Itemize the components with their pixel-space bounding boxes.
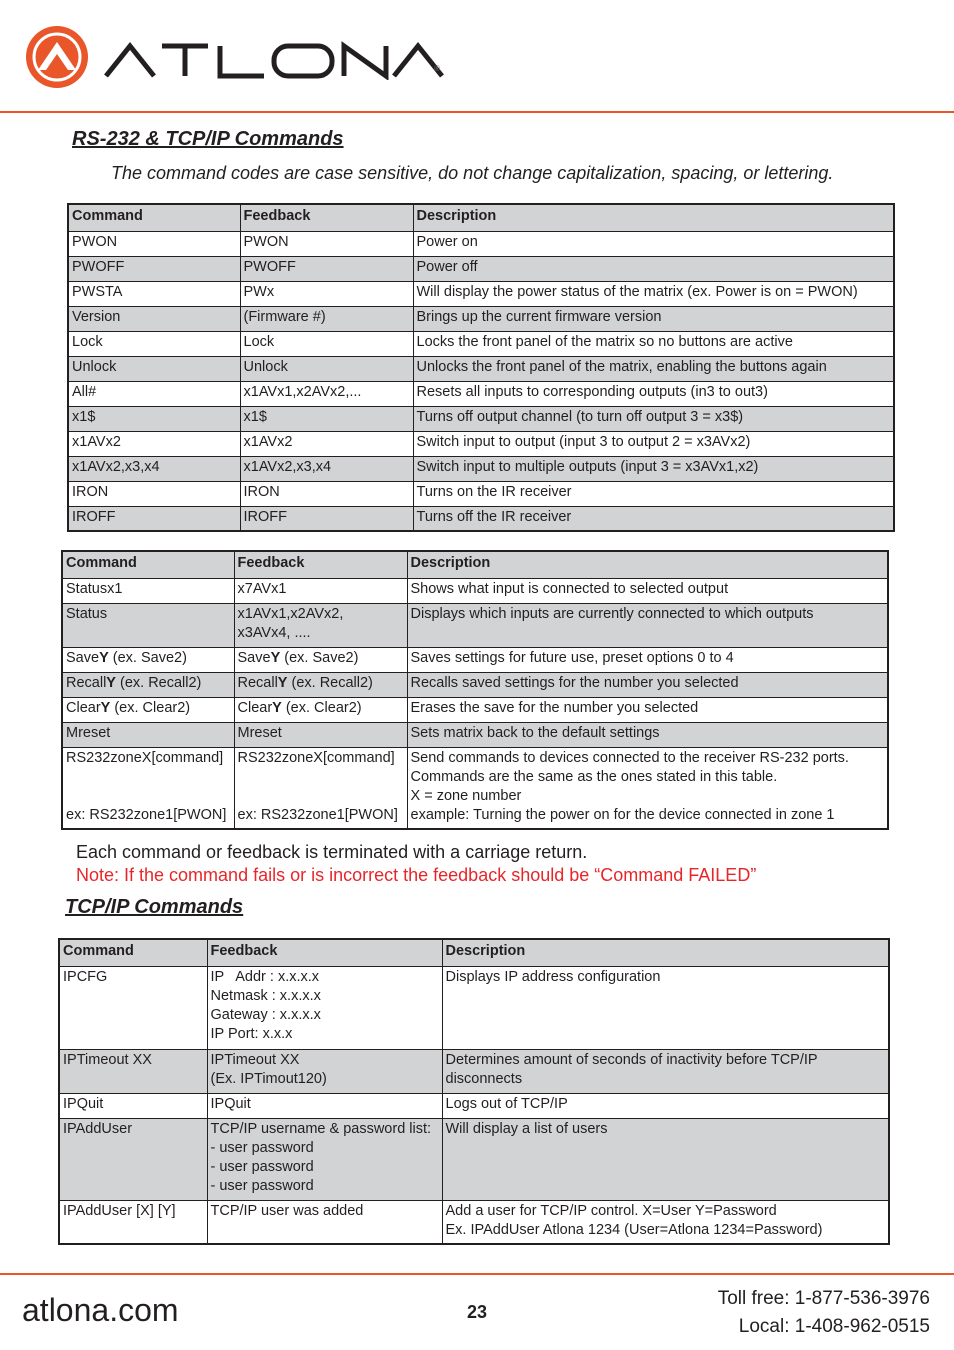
desc-line: Ex. IPAddUser Atlona 1234 (User=Atlona 1234=Password): [445, 1221, 823, 1238]
cell-description: Sets matrix back to the default settings: [407, 722, 888, 747]
cell-command: IPQuit: [59, 1093, 207, 1118]
cell-description: Will display a list of users: [442, 1118, 889, 1200]
desc-line: Send commands to devices connected to the receiver RS-232 ports.: [410, 749, 849, 766]
feedback-line: Gateway : x.x.x.x: [210, 1006, 321, 1023]
tcpip-command-table: [58, 938, 890, 1245]
cmd-bold: Y: [99, 649, 109, 666]
cell-feedback: Lock: [240, 331, 413, 356]
cell-description: Recalls saved settings for the number you selected: [407, 672, 888, 697]
table-row: [68, 381, 894, 406]
table-header-row: [59, 939, 889, 966]
cell-description: [442, 1200, 889, 1244]
cell-command: [62, 697, 234, 722]
rs232-command-table-2: [61, 550, 889, 830]
cell-feedback: [207, 1049, 442, 1093]
fb-bold: Y: [272, 699, 282, 716]
cell-feedback: IPQuit: [207, 1093, 442, 1118]
case-sensitive-note: The command codes are case sensitive, do not change capitalization, spacing, or lettering.: [111, 163, 834, 183]
table-row: [68, 281, 894, 306]
table-row: [68, 231, 894, 256]
table-header-row: [62, 551, 888, 578]
cmd-bold: Y: [100, 699, 111, 716]
cell-command: [62, 647, 234, 672]
cell-description: Erases the save for the number you selected: [407, 697, 888, 722]
desc-line: Add a user for TCP/IP control. X=User Y=Password: [445, 1202, 777, 1219]
table-row: [62, 672, 888, 697]
section-title-rs232: RS-232 & TCP/IP Commands: [72, 128, 344, 150]
feedback-line: (Ex. IPTimout120): [210, 1070, 327, 1087]
cmd-text: Recall: [66, 674, 107, 691]
fb-example: (ex. Save2): [280, 649, 359, 666]
cell-command: PWOFF: [68, 256, 240, 281]
cmd-syntax: RS232zoneX[command]: [66, 749, 224, 766]
header-command: Command: [68, 204, 240, 231]
table-row: [68, 431, 894, 456]
feedback-line: - user password: [210, 1158, 314, 1175]
feedback-line: TCP/IP username & password list:: [210, 1120, 432, 1137]
cell-feedback: [207, 1118, 442, 1200]
table-row: [62, 697, 888, 722]
cell-command: All#: [68, 381, 240, 406]
cell-description: Resets all inputs to corresponding outputs (in3 to out3): [413, 381, 894, 406]
cell-command: Lock: [68, 331, 240, 356]
page-header: [0, 0, 954, 114]
feedback-line: x1AVx1,x2AVx2,: [237, 605, 344, 622]
feedback-line: IP Port: x.x.x: [210, 1025, 293, 1042]
desc-line: Determines amount of seconds of inactivity before TCP/IP: [445, 1051, 818, 1068]
cell-feedback: (Firmware #): [240, 306, 413, 331]
cell-description: Switch input to output (input 3 to output 2 = x3AVx2): [413, 431, 894, 456]
cell-feedback: PWON: [240, 231, 413, 256]
cell-description: Turns off the IR receiver: [413, 506, 894, 531]
fb-bold: Y: [277, 674, 288, 691]
feedback-line: - user password: [210, 1177, 314, 1194]
cell-feedback: x7AVx1: [234, 578, 407, 603]
table-row: [68, 406, 894, 431]
fb-syntax: RS232zoneX[command]: [237, 749, 395, 766]
cmd-example: (ex. Recall2): [115, 674, 202, 691]
cell-description: Turns on the IR receiver: [413, 481, 894, 506]
cell-feedback: [234, 672, 407, 697]
registered-mark: ®: [434, 64, 440, 73]
header-feedback: Feedback: [234, 551, 407, 578]
cell-description: Power on: [413, 231, 894, 256]
cell-feedback: x1AVx2,x3,x4: [240, 456, 413, 481]
fb-bold: Y: [270, 649, 281, 666]
cell-command: [62, 672, 234, 697]
cell-feedback: IROFF: [240, 506, 413, 531]
fb-text: Recall: [237, 674, 278, 691]
table-row: [68, 306, 894, 331]
cell-command: IROFF: [68, 506, 240, 531]
fb-example: (ex. Clear2): [281, 699, 362, 716]
table-row: [59, 1049, 889, 1093]
table-row: [62, 747, 888, 829]
table-row: [62, 722, 888, 747]
cell-description: Brings up the current firmware version: [413, 306, 894, 331]
cell-command: [62, 747, 234, 829]
section-title-tcpip: TCP/IP Commands: [65, 896, 244, 918]
header-divider: [0, 111, 954, 113]
table-row: [68, 506, 894, 531]
table-header-row: [68, 204, 894, 231]
feedback-line: - user password: [210, 1139, 314, 1156]
cell-command: x1AVx2,x3,x4: [68, 456, 240, 481]
desc-line: X = zone number: [410, 787, 522, 804]
cmd-text: Save: [66, 649, 100, 666]
feedback-line: Netmask : x.x.x.x: [210, 987, 321, 1004]
feedback-line: IP Addr : x.x.x.x: [210, 968, 320, 985]
cell-description: [442, 1049, 889, 1093]
table-row: [68, 481, 894, 506]
cell-feedback: Unlock: [240, 356, 413, 381]
local-number: Local: 1-408-962-0515: [738, 1316, 930, 1337]
toll-free-number: Toll free: 1-877-536-3976: [717, 1288, 930, 1309]
cell-feedback: [234, 747, 407, 829]
cell-description: Power off: [413, 256, 894, 281]
table-row: [68, 356, 894, 381]
cell-command: IPAddUser: [59, 1118, 207, 1200]
table-row: [68, 331, 894, 356]
header-description: Description: [407, 551, 888, 578]
cell-description: Displays which inputs are currently connected to which outputs: [407, 603, 888, 647]
cell-feedback: [207, 966, 442, 1049]
cell-feedback: x1AVx1,x2AVx2,...: [240, 381, 413, 406]
cell-feedback: [234, 697, 407, 722]
cell-feedback: x1$: [240, 406, 413, 431]
cmd-example: (ex. Save2): [108, 649, 187, 666]
cell-description: Turns off output channel (to turn off output 3 = x3$): [413, 406, 894, 431]
cell-command: IPAddUser [X] [Y]: [59, 1200, 207, 1244]
fb-text: Save: [237, 649, 271, 666]
cell-command: Status: [62, 603, 234, 647]
table-row: [59, 966, 889, 1049]
carriage-return-note: Each command or feedback is terminated with a carriage return.: [76, 842, 588, 862]
feedback-line: IPTimeout XX: [210, 1051, 300, 1068]
cell-feedback: IRON: [240, 481, 413, 506]
cell-command: Version: [68, 306, 240, 331]
cell-feedback: x1AVx2: [240, 431, 413, 456]
cell-command: x1$: [68, 406, 240, 431]
table-row: [62, 603, 888, 647]
fb-example: ex: RS232zone1[PWON]: [237, 806, 398, 823]
cmd-bold: Y: [106, 674, 116, 691]
header-feedback: Feedback: [207, 939, 442, 966]
cell-feedback: [234, 647, 407, 672]
cell-description: Will display the power status of the matrix (ex. Power is on = PWON): [413, 281, 894, 306]
cell-feedback: PWOFF: [240, 256, 413, 281]
cmd-example: ex: RS232zone1[PWON]: [66, 806, 227, 823]
header-command: Command: [59, 939, 207, 966]
cell-command: IPCFG: [59, 966, 207, 1049]
cell-description: Saves settings for future use, preset options 0 to 4: [407, 647, 888, 672]
command-failed-note: Note: If the command fails or is incorrect the feedback should be “Command FAILED”: [76, 865, 757, 885]
table-row: [68, 456, 894, 481]
feedback-line: x3AVx4, ....: [237, 624, 311, 641]
footer-divider: [0, 1273, 954, 1275]
cell-description: [407, 747, 888, 829]
desc-line: disconnects: [445, 1070, 523, 1087]
table-row: [59, 1200, 889, 1244]
cell-command: x1AVx2: [68, 431, 240, 456]
cell-description: Unlocks the front panel of the matrix, enabling the buttons again: [413, 356, 894, 381]
table-row: [62, 647, 888, 672]
fb-text: Clear: [237, 699, 273, 716]
cell-command: Mreset: [62, 722, 234, 747]
desc-line: Commands are the same as the ones stated in this table.: [410, 768, 778, 785]
cell-command: PWSTA: [68, 281, 240, 306]
cell-feedback: [234, 603, 407, 647]
fb-example: (ex. Recall2): [287, 674, 373, 691]
cell-command: IPTimeout XX: [59, 1049, 207, 1093]
cell-command: Unlock: [68, 356, 240, 381]
cell-feedback: TCP/IP user was added: [207, 1200, 442, 1244]
desc-line: example: Turning the power on for the device connected in zone 1: [410, 806, 835, 823]
page-number: 23: [466, 1302, 488, 1322]
cell-command: IRON: [68, 481, 240, 506]
atlona-wordmark: [104, 40, 444, 80]
atlona-logo-icon: [24, 24, 90, 90]
cell-description: Displays IP address configuration: [442, 966, 889, 1049]
header-feedback: Feedback: [240, 204, 413, 231]
cell-description: Logs out of TCP/IP: [442, 1093, 889, 1118]
rs232-command-table-1: [67, 203, 895, 532]
cell-description: Locks the front panel of the matrix so no buttons are active: [413, 331, 894, 356]
cell-command: PWON: [68, 231, 240, 256]
website-link[interactable]: atlona.com: [22, 1292, 179, 1328]
cmd-text: Clear: [66, 699, 101, 716]
cell-description: Switch input to multiple outputs (input 3 = x3AVx1,x2): [413, 456, 894, 481]
table-row: [68, 256, 894, 281]
header-description: Description: [413, 204, 894, 231]
cell-description: Shows what input is connected to selected output: [407, 578, 888, 603]
table-row: [62, 578, 888, 603]
header-command: Command: [62, 551, 234, 578]
table-row: [59, 1118, 889, 1200]
cell-command: Statusx1: [62, 578, 234, 603]
cell-feedback: Mreset: [234, 722, 407, 747]
cmd-example: (ex. Clear2): [110, 699, 191, 716]
table-row: [59, 1093, 889, 1118]
cell-feedback: PWx: [240, 281, 413, 306]
header-description: Description: [442, 939, 889, 966]
